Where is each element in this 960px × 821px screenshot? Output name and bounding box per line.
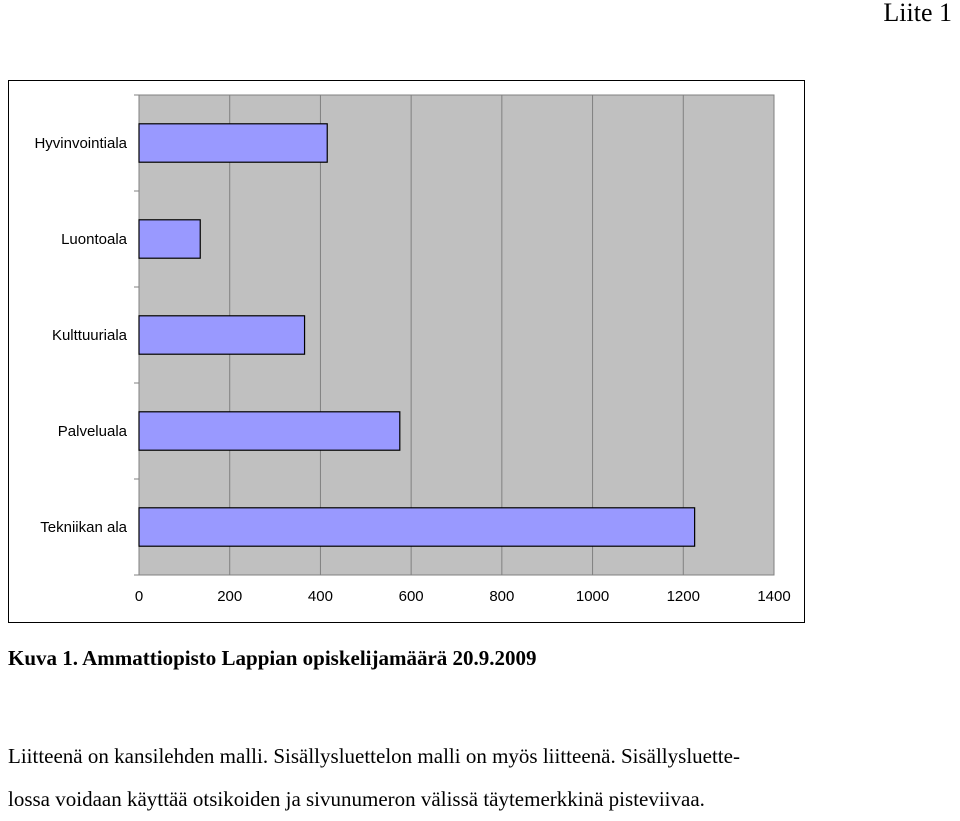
bar-3: [139, 412, 400, 450]
x-tick-label-4: 800: [489, 588, 515, 605]
body-paragraph: [8, 735, 953, 821]
category-label-3: Palveluala: [57, 423, 127, 440]
category-label-1: Luontoala: [61, 231, 127, 248]
category-label-4: Tekniikan ala: [40, 519, 127, 536]
body-line-1: Liitteenä on kansilehden malli. Sisällysluettelon malli on myös liitteenä. Sisällysluette-: [8, 744, 740, 768]
body-line-2: lossa voidaan käyttää otsikoiden ja sivunumeron välissä täytemerkkinä pisteviivaa.: [8, 787, 705, 811]
x-tick-label-6: 1200: [666, 588, 700, 605]
bar-chart: [9, 81, 806, 624]
x-tick-label-7: 1400: [757, 588, 791, 605]
x-tick-label-1: 200: [217, 588, 243, 605]
category-label-0: Hyvinvointiala: [34, 135, 127, 152]
x-tick-label-3: 600: [398, 588, 424, 605]
category-label-2: Kulttuuriala: [51, 327, 127, 344]
chart-frame: [8, 80, 805, 623]
x-tick-label-0: 0: [134, 588, 144, 605]
x-tick-label-2: 400: [307, 588, 333, 605]
bar-1: [139, 220, 200, 258]
bar-0: [139, 124, 327, 162]
bar-2: [139, 316, 305, 354]
x-tick-label-5: 1000: [575, 588, 610, 605]
appendix-label: Liite 1: [883, 0, 952, 27]
figure-caption: Kuva 1. Ammattiopisto Lappian opiskelijamäärä 20.9.2009: [8, 646, 537, 670]
bar-4: [139, 508, 695, 546]
